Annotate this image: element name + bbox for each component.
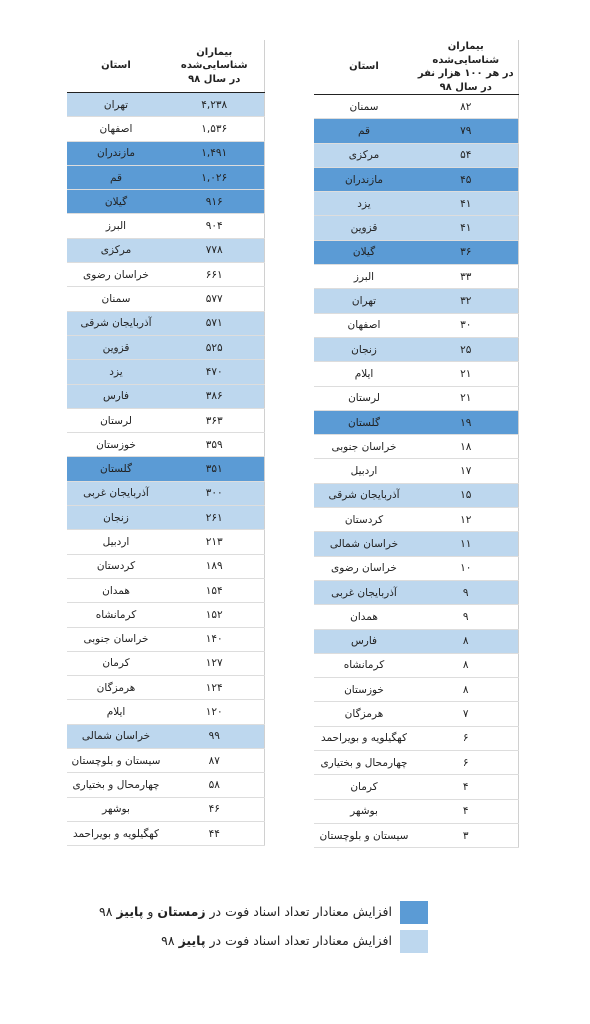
table-row (314, 483, 518, 507)
table-row (67, 724, 264, 748)
value-cell: ۹۹ (165, 724, 264, 748)
province-cell: همدان (314, 605, 414, 629)
value-cell: ۳۶۳ (165, 408, 264, 432)
province-cell: گیلان (314, 240, 414, 264)
table-row (67, 506, 264, 530)
province-cell: هرمزگان (67, 676, 165, 700)
table-row (314, 240, 518, 264)
province-cell: زنجان (67, 506, 165, 530)
province-cell: کهگیلویه و بویراحمد (67, 821, 165, 845)
province-cell: سیستان و بلوچستان (314, 823, 414, 847)
table-row (314, 167, 518, 191)
value-cell: ۱۲۰ (165, 700, 264, 724)
province-cell: البرز (67, 214, 165, 238)
table-row (67, 821, 264, 845)
province-cell: آذربایجان شرقی (314, 483, 414, 507)
table-row (314, 459, 518, 483)
value-cell: ۱۵۴ (165, 578, 264, 602)
table-row (67, 287, 264, 311)
value-cell: ۸ (414, 678, 518, 702)
table-row (67, 676, 264, 700)
value-cell: ۷ (414, 702, 518, 726)
table-row (314, 605, 518, 629)
province-cell: کرمان (314, 775, 414, 799)
value-cell: ۹ (414, 605, 518, 629)
value-cell: ۴,۲۳۸ (165, 93, 264, 117)
table-row (67, 384, 264, 408)
table-row (67, 749, 264, 773)
table-row (314, 775, 518, 799)
province-cell: سمنان (314, 95, 414, 119)
value-cell: ۳۸۶ (165, 384, 264, 408)
province-cell: یزد (314, 192, 414, 216)
value-cell: ۹۱۶ (165, 190, 264, 214)
value-cell: ۳۳ (414, 265, 518, 289)
value-cell: ۱,۴۹۱ (165, 141, 264, 165)
value-cell: ۷۷۸ (165, 238, 264, 262)
table-row (314, 95, 518, 119)
value-cell: ۱۲۷ (165, 651, 264, 675)
header-total-cases: بیماران شناسایی‌شده در سال ۹۸ (165, 40, 264, 93)
province-cell: آذربایجان غربی (67, 481, 165, 505)
province-cell: کهگیلویه و بویراحمد (314, 726, 414, 750)
value-cell: ۵۷۱ (165, 311, 264, 335)
value-cell: ۱۱ (414, 532, 518, 556)
table-row (67, 773, 264, 797)
value-cell: ۸ (414, 629, 518, 653)
table-row (67, 311, 264, 335)
value-cell: ۱۴۰ (165, 627, 264, 651)
province-cell: کردستان (314, 508, 414, 532)
province-cell: اصفهان (314, 313, 414, 337)
table-row (314, 313, 518, 337)
province-cell: مرکزی (67, 238, 165, 262)
value-cell: ۳۲ (414, 289, 518, 313)
table-header-row (67, 40, 264, 93)
province-cell: مرکزی (314, 143, 414, 167)
province-cell: تهران (67, 93, 165, 117)
value-cell: ۲۱ (414, 362, 518, 386)
province-cell: کرمان (67, 651, 165, 675)
value-cell: ۴۶ (165, 797, 264, 821)
value-cell: ۳ (414, 823, 518, 847)
value-cell: ۴ (414, 799, 518, 823)
province-cell: ایلام (67, 700, 165, 724)
value-cell: ۵۷۷ (165, 287, 264, 311)
value-cell: ۱۵۲ (165, 603, 264, 627)
value-cell: ۱,۵۳۶ (165, 117, 264, 141)
table-row (314, 726, 518, 750)
value-cell: ۳۰ (414, 313, 518, 337)
province-cell: سیستان و بلوچستان (67, 749, 165, 773)
table-row (67, 238, 264, 262)
table-row (314, 337, 518, 361)
province-cell: اردبیل (67, 530, 165, 554)
province-cell: لرستان (314, 386, 414, 410)
table-header-row (314, 40, 518, 95)
legend-item-winter-autumn (0, 901, 590, 925)
value-cell: ۹ (414, 580, 518, 604)
value-cell: ۱۸ (414, 435, 518, 459)
province-cell: گیلان (67, 190, 165, 214)
value-cell: ۳۶ (414, 240, 518, 264)
province-cell: آذربایجان شرقی (67, 311, 165, 335)
table-row (67, 603, 264, 627)
table-row (314, 216, 518, 240)
table-row (314, 119, 518, 143)
table-row (314, 799, 518, 823)
province-cell: قزوین (314, 216, 414, 240)
value-cell: ۱۵ (414, 483, 518, 507)
table-row (67, 481, 264, 505)
province-cell: خراسان جنوبی (67, 627, 165, 651)
province-cell: چهارمحال و بختیاری (67, 773, 165, 797)
province-cell: بوشهر (314, 799, 414, 823)
province-cell: تهران (314, 289, 414, 313)
legend-item-autumn (0, 930, 590, 954)
value-cell: ۲۵ (414, 337, 518, 361)
table-row (314, 532, 518, 556)
province-cell: ایلام (314, 362, 414, 386)
table-row (314, 702, 518, 726)
value-cell: ۱۹ (414, 410, 518, 434)
value-cell: ۳۰۰ (165, 481, 264, 505)
province-cell: خراسان جنوبی (314, 435, 414, 459)
province-cell: قم (314, 119, 414, 143)
table-row (67, 360, 264, 384)
value-cell: ۴۷۰ (165, 360, 264, 384)
table-row (67, 700, 264, 724)
province-cell: گلستان (314, 410, 414, 434)
value-cell: ۸ (414, 653, 518, 677)
province-cell: فارس (314, 629, 414, 653)
table-row (314, 362, 518, 386)
province-cell: آذربایجان غربی (314, 580, 414, 604)
table-row (67, 165, 264, 189)
value-cell: ۱۲ (414, 508, 518, 532)
province-cell: خوزستان (67, 433, 165, 457)
province-cell: بوشهر (67, 797, 165, 821)
table-row (67, 627, 264, 651)
province-cell: کردستان (67, 554, 165, 578)
province-cell: هرمزگان (314, 702, 414, 726)
province-cell: خراسان شمالی (67, 724, 165, 748)
table-row (67, 214, 264, 238)
table-row (67, 93, 264, 117)
table-row (314, 580, 518, 604)
value-cell: ۱۲۴ (165, 676, 264, 700)
table-row (314, 192, 518, 216)
province-cell: قم (67, 165, 165, 189)
province-cell: زنجان (314, 337, 414, 361)
value-cell: ۵۸ (165, 773, 264, 797)
table-row (314, 410, 518, 434)
province-cell: گلستان (67, 457, 165, 481)
province-cell: خراسان رضوی (314, 556, 414, 580)
table-row (314, 678, 518, 702)
table-row (67, 651, 264, 675)
province-cell: البرز (314, 265, 414, 289)
province-cell: کرمانشاه (67, 603, 165, 627)
table-row (314, 556, 518, 580)
value-cell: ۸۷ (165, 749, 264, 773)
table-row (314, 143, 518, 167)
table-total-cases (67, 40, 265, 846)
province-cell: چهارمحال و بختیاری (314, 751, 414, 775)
table-row (67, 263, 264, 287)
table-row (67, 554, 264, 578)
table-row (314, 751, 518, 775)
value-cell: ۸۲ (414, 95, 518, 119)
header-province: استان (67, 40, 165, 93)
table-row (67, 335, 264, 359)
value-cell: ۱۸۹ (165, 554, 264, 578)
value-cell: ۴۱ (414, 216, 518, 240)
table-row (314, 629, 518, 653)
value-cell: ۱۷ (414, 459, 518, 483)
legend-swatch-light (400, 930, 428, 953)
table-row (67, 190, 264, 214)
province-cell: لرستان (67, 408, 165, 432)
value-cell: ۳۵۱ (165, 457, 264, 481)
table-row (67, 433, 264, 457)
province-cell: همدان (67, 578, 165, 602)
table-row (67, 408, 264, 432)
value-cell: ۲۶۱ (165, 506, 264, 530)
value-cell: ۶ (414, 726, 518, 750)
table-row (67, 797, 264, 821)
table-row (314, 653, 518, 677)
value-cell: ۴ (414, 775, 518, 799)
value-cell: ۱۰ (414, 556, 518, 580)
province-cell: خراسان رضوی (67, 263, 165, 287)
table-row (67, 141, 264, 165)
table-row (67, 578, 264, 602)
province-cell: اصفهان (67, 117, 165, 141)
table-row (67, 117, 264, 141)
legend-label-light: افزایش معنادار تعداد اسناد فوت در پاییز ۹۸ (161, 933, 392, 948)
table-row (314, 823, 518, 847)
table-row (314, 435, 518, 459)
value-cell: ۵۲۵ (165, 335, 264, 359)
value-cell: ۱,۰۲۶ (165, 165, 264, 189)
legend-swatch-dark (400, 901, 428, 924)
table-per-100k (314, 40, 519, 848)
province-cell: مازندران (67, 141, 165, 165)
province-cell: اردبیل (314, 459, 414, 483)
value-cell: ۲۱ (414, 386, 518, 410)
province-cell: قزوین (67, 335, 165, 359)
header-cases-per-100k: بیماران شناسایی‌شده در هر ۱۰۰ هزار نفر در سال ۹۸ (414, 40, 518, 95)
province-cell: فارس (67, 384, 165, 408)
value-cell: ۳۵۹ (165, 433, 264, 457)
value-cell: ۴۴ (165, 821, 264, 845)
province-cell: سمنان (67, 287, 165, 311)
province-cell: مازندران (314, 167, 414, 191)
table-row (314, 386, 518, 410)
table-row (67, 530, 264, 554)
value-cell: ۶۶۱ (165, 263, 264, 287)
table-row (314, 508, 518, 532)
value-cell: ۷۹ (414, 119, 518, 143)
header-province: استان (314, 40, 414, 95)
value-cell: ۹۰۴ (165, 214, 264, 238)
table-row (314, 265, 518, 289)
table-row (67, 457, 264, 481)
province-cell: کرمانشاه (314, 653, 414, 677)
value-cell: ۶ (414, 751, 518, 775)
value-cell: ۴۱ (414, 192, 518, 216)
value-cell: ۲۱۳ (165, 530, 264, 554)
province-cell: خوزستان (314, 678, 414, 702)
table-row (314, 289, 518, 313)
legend-label-dark: افزایش معنادار تعداد اسناد فوت در زمستان و پاییز ۹۸ (99, 904, 392, 919)
value-cell: ۵۴ (414, 143, 518, 167)
province-cell: یزد (67, 360, 165, 384)
province-cell: خراسان شمالی (314, 532, 414, 556)
value-cell: ۴۵ (414, 167, 518, 191)
